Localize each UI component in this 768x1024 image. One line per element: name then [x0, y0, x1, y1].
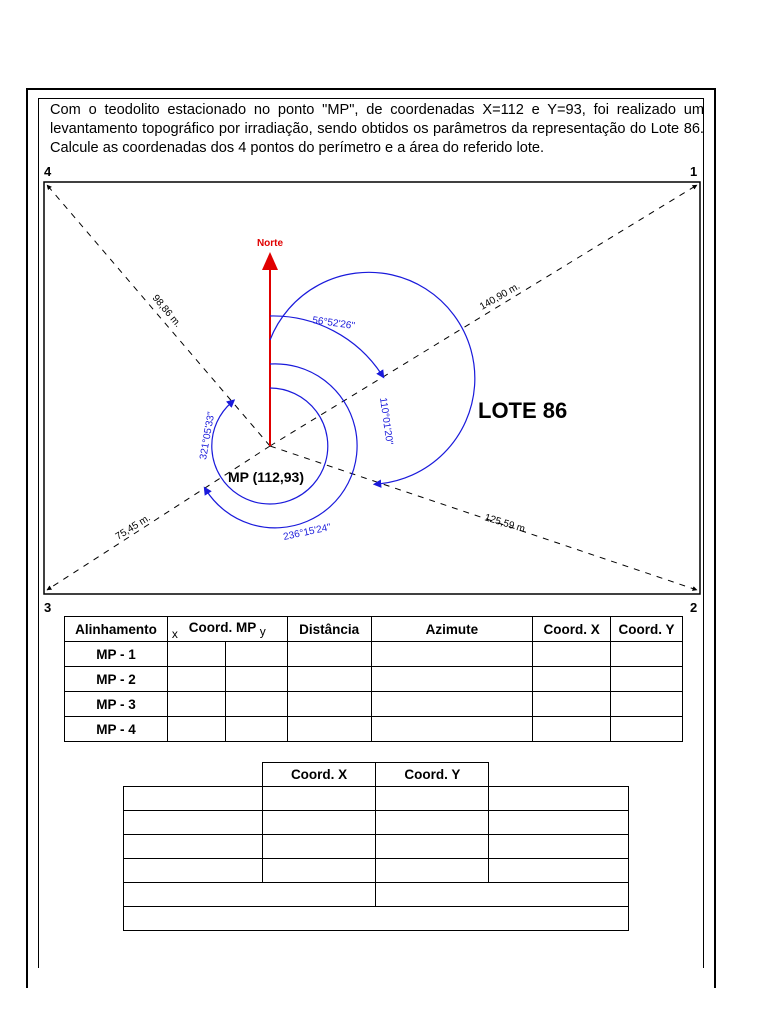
cell-sum-left[interactable]: [124, 883, 376, 907]
distance-label-3: 75,45 m.: [113, 512, 153, 543]
header-empty: [489, 763, 629, 787]
cell-coord-y[interactable]: [376, 835, 489, 859]
cell-azimute[interactable]: [371, 642, 533, 667]
cell-coord-x[interactable]: [533, 642, 611, 667]
cell-area-result[interactable]: [124, 907, 629, 931]
row-label: MP - 2: [65, 667, 168, 692]
cell-coord-y[interactable]: [376, 787, 489, 811]
cell[interactable]: [489, 835, 629, 859]
cell-coord-x[interactable]: [262, 835, 376, 859]
cell[interactable]: [124, 811, 263, 835]
header-coord-mp-label: Coord. MP: [188, 619, 257, 635]
cell-mp-y[interactable]: [225, 717, 287, 742]
header-coord-y: Coord. Y: [611, 617, 683, 642]
station-label: MP (112,93): [228, 469, 305, 485]
cell-distancia[interactable]: [287, 692, 371, 717]
azimuth-label-1: 56°52'26": [311, 315, 356, 332]
header-coord-mp-y: y: [259, 624, 266, 639]
cell-coord-x[interactable]: [262, 811, 376, 835]
table-row: [124, 787, 629, 811]
table-row: [124, 883, 629, 907]
cell-coord-y[interactable]: [376, 859, 489, 883]
cell-mp-x[interactable]: [167, 717, 225, 742]
table-row: [65, 642, 683, 667]
distance-label-1: 140,90 m.: [478, 280, 523, 313]
lot-label: LOTE 86: [478, 398, 568, 423]
cell-distancia[interactable]: [287, 717, 371, 742]
cell[interactable]: [489, 859, 629, 883]
header-alinhamento: Alinhamento: [65, 617, 168, 642]
radial-line-4: [47, 185, 270, 446]
corner-label-2: 2: [690, 600, 698, 615]
cell-sum-right[interactable]: [376, 883, 629, 907]
header-coord-y: Coord. Y: [376, 763, 489, 787]
table-row: [65, 692, 683, 717]
cell[interactable]: [489, 811, 629, 835]
cell-coord-y[interactable]: [376, 811, 489, 835]
cell-azimute[interactable]: [371, 667, 533, 692]
cell[interactable]: [489, 787, 629, 811]
cell-coord-x[interactable]: [533, 692, 611, 717]
alignment-table: [64, 616, 683, 742]
header-distancia: Distância: [287, 617, 371, 642]
cell-coord-y[interactable]: [611, 667, 683, 692]
corner-label-4: 4: [44, 164, 52, 179]
header-coord-mp: [167, 617, 287, 642]
row-label: MP - 3: [65, 692, 168, 717]
cell-coord-x[interactable]: [262, 787, 376, 811]
table-row: [124, 811, 629, 835]
cell-coord-y[interactable]: [611, 642, 683, 667]
row-label: MP - 1: [65, 642, 168, 667]
azimuth-label-4: 321°05'33": [198, 410, 218, 461]
cell-mp-y[interactable]: [225, 667, 287, 692]
table-row: [124, 907, 629, 931]
cell[interactable]: [124, 835, 263, 859]
radial-line-2: [270, 446, 697, 590]
table-row: [65, 717, 683, 742]
area-table-header: [124, 763, 629, 787]
corner-label-3: 3: [44, 600, 52, 615]
distance-label-4: 98,86 m.: [149, 292, 184, 330]
header-coord-x: Coord. X: [533, 617, 611, 642]
cell[interactable]: [124, 787, 263, 811]
header-azimute: Azimute: [371, 617, 533, 642]
cell-coord-y[interactable]: [611, 717, 683, 742]
cell-mp-x[interactable]: [167, 667, 225, 692]
corner-label-1: 1: [690, 164, 698, 179]
cell[interactable]: [124, 859, 263, 883]
azimuth-label-3: 236°15'24": [282, 522, 332, 543]
cell-azimute[interactable]: [371, 717, 533, 742]
cell-coord-x[interactable]: [262, 859, 376, 883]
cell-mp-y[interactable]: [225, 692, 287, 717]
alignment-table-header: [65, 617, 683, 642]
north-arrow-icon: [262, 252, 278, 270]
azimuth-arc-2: [270, 272, 475, 484]
cell-mp-y[interactable]: [225, 642, 287, 667]
cell-coord-y[interactable]: [611, 692, 683, 717]
cell-coord-x[interactable]: [533, 667, 611, 692]
problem-statement: Com o teodolito estacionado no ponto "MP", de coordenadas X=112 e Y=93, foi realizado um levantamento topográfico por irradiação, sendo obtidos os parâmetros da representação do Lote 86. Calcule as coordenadas dos 4 pontos do perímetro e a área do referido lote.: [50, 102, 704, 156]
header-empty: [124, 763, 263, 787]
azimuth-label-2: 110°01'20": [377, 396, 395, 446]
table-row: [124, 835, 629, 859]
area-table: [123, 762, 629, 931]
cell-distancia[interactable]: [287, 667, 371, 692]
header-coord-mp-x: x: [171, 627, 178, 641]
north-label: Norte: [256, 238, 284, 249]
cell-mp-x[interactable]: [167, 642, 225, 667]
row-label: MP - 4: [65, 717, 168, 742]
cell-mp-x[interactable]: [167, 692, 225, 717]
distance-label-2: 125,59 m.: [483, 512, 529, 536]
cell-coord-x[interactable]: [533, 717, 611, 742]
table-row: [124, 859, 629, 883]
cell-azimute[interactable]: [371, 692, 533, 717]
table-row: [65, 667, 683, 692]
header-coord-x: Coord. X: [262, 763, 376, 787]
cell-distancia[interactable]: [287, 642, 371, 667]
